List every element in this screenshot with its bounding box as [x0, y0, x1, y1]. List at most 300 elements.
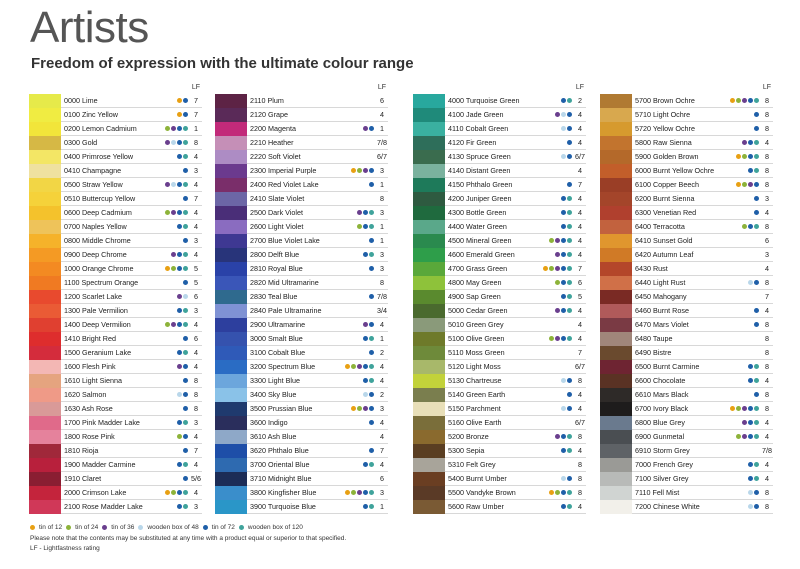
availability-dots	[369, 266, 374, 271]
lightfastness-rating: 3	[765, 250, 769, 259]
availability-dot-icon	[748, 224, 753, 229]
colour-name: 0800 Middle Chrome	[61, 234, 202, 248]
colour-row	[413, 360, 586, 374]
availability-dots	[165, 210, 188, 215]
availability-dot-icon	[177, 392, 182, 397]
lightfastness-rating: 3	[194, 418, 198, 427]
availability-dots	[177, 462, 188, 467]
lf-header: LF	[575, 84, 584, 91]
availability-dot-icon	[567, 210, 572, 215]
lightfastness-rating: 4	[765, 376, 769, 385]
availability-dot-icon	[357, 406, 362, 411]
availability-dot-icon	[177, 322, 182, 327]
availability-dot-icon	[165, 266, 170, 271]
availability-dot-icon	[363, 392, 368, 397]
availability-dot-icon	[165, 126, 170, 131]
colour-name: 4140 Distant Green	[445, 164, 586, 178]
availability-dot-icon	[567, 336, 572, 341]
colour-row	[29, 332, 202, 346]
colour-name: 4000 Turquoise Green	[445, 94, 586, 108]
availability-dots	[183, 336, 188, 341]
colour-swatch	[600, 122, 632, 136]
lightfastness-rating: 7	[380, 446, 384, 455]
availability-dots	[363, 252, 374, 257]
colour-swatch	[29, 304, 61, 318]
legend-label: tin of 24	[75, 524, 99, 531]
colour-name: 0300 Gold	[61, 136, 202, 150]
colour-name: 6450 Mahogany	[632, 290, 773, 304]
lightfastness-rating: 8	[765, 124, 769, 133]
availability-dot-icon	[369, 238, 374, 243]
lightfastness-rating: 8	[765, 166, 769, 175]
colour-name: 1400 Deep Vermilion	[61, 318, 202, 332]
colour-swatch	[600, 472, 632, 486]
colour-row	[600, 290, 773, 304]
lightfastness-rating: 6	[765, 236, 769, 245]
colour-swatch	[600, 402, 632, 416]
colour-name: 2410 Slate Violet	[247, 192, 388, 206]
lightfastness-rating: 3	[380, 488, 384, 497]
colour-name: 2300 Imperial Purple	[247, 164, 388, 178]
availability-dot-icon	[183, 252, 188, 257]
lightfastness-rating: 8	[578, 376, 582, 385]
colour-column-1	[29, 84, 202, 514]
colour-row	[215, 108, 388, 122]
lightfastness-rating: 8	[765, 390, 769, 399]
lightfastness-rating: 8	[765, 152, 769, 161]
availability-dot-icon	[171, 252, 176, 257]
colour-swatch	[413, 402, 445, 416]
availability-dot-icon	[363, 462, 368, 467]
colour-row	[215, 332, 388, 346]
colour-row	[413, 402, 586, 416]
availability-dot-icon	[567, 182, 572, 187]
availability-dots	[177, 98, 188, 103]
availability-dot-icon	[748, 154, 753, 159]
colour-row	[413, 416, 586, 430]
colour-swatch	[413, 248, 445, 262]
availability-dot-icon	[561, 196, 566, 201]
availability-dot-icon	[171, 140, 176, 145]
colour-row	[29, 290, 202, 304]
colour-name: 2210 Heather	[247, 136, 388, 150]
availability-dots	[561, 210, 572, 215]
colour-swatch	[29, 416, 61, 430]
availability-dots	[177, 504, 188, 509]
availability-dot-icon	[742, 406, 747, 411]
availability-dot-icon	[351, 364, 356, 369]
lightfastness-rating: 8	[380, 194, 384, 203]
availability-dot-icon	[369, 490, 374, 495]
lightfastness-rating: 8	[765, 362, 769, 371]
availability-dot-icon	[369, 210, 374, 215]
colour-row	[215, 122, 388, 136]
lightfastness-rating: 4	[578, 208, 582, 217]
colour-row	[215, 262, 388, 276]
colour-swatch	[600, 304, 632, 318]
colour-swatch	[600, 444, 632, 458]
legend-dot-tin-12	[30, 525, 35, 530]
availability-dot-icon	[555, 434, 560, 439]
availability-dot-icon	[165, 490, 170, 495]
colour-name: 1610 Light Sienna	[61, 374, 202, 388]
colour-swatch	[215, 388, 247, 402]
lightfastness-rating: 8	[765, 110, 769, 119]
availability-dot-icon	[369, 336, 374, 341]
availability-dot-icon	[754, 196, 759, 201]
lightfastness-rating: 7/8	[377, 292, 387, 301]
availability-dot-icon	[567, 126, 572, 131]
lightfastness-rating: 5/6	[191, 474, 201, 483]
availability-dots	[561, 154, 572, 159]
colour-swatch	[600, 388, 632, 402]
colour-swatch	[215, 402, 247, 416]
availability-dot-icon	[561, 224, 566, 229]
colour-swatch	[600, 206, 632, 220]
colour-name: 5500 Vandyke Brown	[445, 486, 586, 500]
availability-dot-icon	[165, 140, 170, 145]
colour-name: 3000 Smalt Blue	[247, 332, 388, 346]
lightfastness-rating: 4	[578, 334, 582, 343]
availability-dot-icon	[363, 252, 368, 257]
colour-swatch	[413, 136, 445, 150]
availability-dots	[736, 154, 759, 159]
lf-note: LF - Lightfastness rating	[30, 545, 100, 552]
availability-dot-icon	[555, 336, 560, 341]
colour-row	[215, 416, 388, 430]
availability-dot-icon	[567, 308, 572, 313]
colour-swatch	[29, 402, 61, 416]
colour-swatch	[600, 150, 632, 164]
availability-dots	[561, 378, 572, 383]
colour-swatch	[600, 108, 632, 122]
availability-dots	[363, 504, 374, 509]
lightfastness-rating: 8	[765, 488, 769, 497]
lightfastness-rating: 6/7	[575, 152, 585, 161]
lightfastness-rating: 7	[194, 194, 198, 203]
lightfastness-rating: 6	[194, 334, 198, 343]
availability-dot-icon	[567, 476, 572, 481]
availability-dot-icon	[561, 280, 566, 285]
colour-row	[600, 430, 773, 444]
availability-dots	[555, 434, 572, 439]
colour-name: 2100 Rose Madder Lake	[61, 500, 202, 514]
availability-dot-icon	[561, 238, 566, 243]
colour-row	[413, 290, 586, 304]
colour-name: 2830 Teal Blue	[247, 290, 388, 304]
colour-swatch	[215, 164, 247, 178]
lightfastness-rating: 1	[380, 334, 384, 343]
availability-dot-icon	[369, 224, 374, 229]
availability-dot-icon	[742, 182, 747, 187]
colour-name: 5200 Bronze	[445, 430, 586, 444]
colour-swatch	[29, 290, 61, 304]
availability-dot-icon	[754, 168, 759, 173]
colour-name: 4700 Grass Green	[445, 262, 586, 276]
colour-name: 1630 Ash Rose	[61, 402, 202, 416]
availability-dot-icon	[549, 238, 554, 243]
availability-dots	[748, 280, 759, 285]
colour-swatch	[600, 164, 632, 178]
lightfastness-rating: 3	[194, 166, 198, 175]
colour-name: 0600 Deep Cadmium	[61, 206, 202, 220]
colour-name: 3900 Turquoise Blue	[247, 500, 388, 514]
availability-dot-icon	[177, 420, 182, 425]
availability-dot-icon	[561, 490, 566, 495]
availability-dots	[754, 126, 759, 131]
colour-row	[29, 262, 202, 276]
availability-dot-icon	[183, 238, 188, 243]
colour-swatch	[600, 136, 632, 150]
availability-dot-icon	[369, 294, 374, 299]
colour-row	[600, 262, 773, 276]
colour-name: 4150 Phthalo Green	[445, 178, 586, 192]
colour-row	[413, 136, 586, 150]
colour-row	[215, 430, 388, 444]
colour-swatch	[413, 430, 445, 444]
availability-dot-icon	[748, 168, 753, 173]
availability-dot-icon	[363, 322, 368, 327]
availability-dots	[183, 168, 188, 173]
availability-dot-icon	[183, 140, 188, 145]
lightfastness-rating: 4	[194, 152, 198, 161]
colour-swatch	[215, 220, 247, 234]
availability-dot-icon	[561, 336, 566, 341]
colour-swatch	[215, 500, 247, 514]
colour-swatch	[413, 472, 445, 486]
colour-name: 1910 Claret	[61, 472, 202, 486]
availability-dots	[183, 406, 188, 411]
colour-row	[600, 402, 773, 416]
availability-dots	[742, 140, 759, 145]
lightfastness-rating: 4	[765, 474, 769, 483]
lightfastness-rating: 2	[578, 96, 582, 105]
legend-label: tin of 36	[111, 524, 135, 531]
colour-row	[600, 234, 773, 248]
colour-name: 6410 Sunset Gold	[632, 234, 773, 248]
availability-dot-icon	[369, 350, 374, 355]
availability-dot-icon	[754, 224, 759, 229]
colour-name: 3710 Midnight Blue	[247, 472, 388, 486]
colour-swatch	[600, 290, 632, 304]
colour-swatch	[29, 276, 61, 290]
lightfastness-rating: 1	[380, 180, 384, 189]
availability-dot-icon	[730, 98, 735, 103]
lightfastness-rating: 3	[194, 502, 198, 511]
availability-dot-icon	[754, 420, 759, 425]
lightfastness-rating: 8	[765, 96, 769, 105]
colour-row	[29, 472, 202, 486]
availability-dots	[177, 392, 188, 397]
lightfastness-rating: 8	[194, 390, 198, 399]
colour-swatch	[215, 234, 247, 248]
colour-row	[29, 108, 202, 122]
lightfastness-rating: 4	[380, 376, 384, 385]
colour-swatch	[215, 262, 247, 276]
colour-swatch	[413, 332, 445, 346]
colour-row	[29, 220, 202, 234]
lightfastness-rating: 8	[194, 404, 198, 413]
colour-name: 5600 Raw Umber	[445, 500, 586, 514]
colour-name: 6480 Taupe	[632, 332, 773, 346]
lightfastness-rating: 4	[765, 432, 769, 441]
availability-dot-icon	[363, 336, 368, 341]
availability-dots	[549, 336, 572, 341]
lightfastness-rating: 3	[765, 194, 769, 203]
colour-row	[215, 304, 388, 318]
availability-dot-icon	[567, 504, 572, 509]
availability-dots	[748, 364, 759, 369]
availability-dots	[561, 294, 572, 299]
availability-dot-icon	[736, 182, 741, 187]
lightfastness-rating: 4	[765, 208, 769, 217]
availability-dot-icon	[183, 490, 188, 495]
colour-swatch	[413, 262, 445, 276]
colour-name: 3100 Cobalt Blue	[247, 346, 388, 360]
colour-row	[413, 164, 586, 178]
colour-swatch	[413, 122, 445, 136]
colour-row	[29, 234, 202, 248]
colour-swatch	[413, 374, 445, 388]
colour-swatch	[600, 430, 632, 444]
availability-dots	[183, 476, 188, 481]
lightfastness-rating: 4	[578, 110, 582, 119]
colour-swatch	[413, 486, 445, 500]
lightfastness-rating: 6/7	[377, 152, 387, 161]
availability-dot-icon	[177, 154, 182, 159]
lightfastness-rating: 8	[194, 376, 198, 385]
colour-swatch	[215, 374, 247, 388]
colour-swatch	[600, 178, 632, 192]
colour-row	[215, 360, 388, 374]
availability-dot-icon	[555, 308, 560, 313]
lightfastness-rating: 4	[578, 222, 582, 231]
colour-name: 2110 Plum	[247, 94, 388, 108]
availability-dot-icon	[754, 490, 759, 495]
availability-dot-icon	[567, 406, 572, 411]
availability-dot-icon	[754, 476, 759, 481]
colour-row	[215, 458, 388, 472]
availability-dot-icon	[183, 504, 188, 509]
availability-dot-icon	[351, 490, 356, 495]
colour-row	[600, 276, 773, 290]
colour-name: 6610 Mars Black	[632, 388, 773, 402]
lightfastness-rating: 5	[578, 292, 582, 301]
lightfastness-rating: 4	[380, 418, 384, 427]
availability-dots	[357, 224, 374, 229]
availability-dot-icon	[561, 98, 566, 103]
lightfastness-rating: 7/8	[762, 446, 772, 455]
colour-row	[600, 178, 773, 192]
colour-row	[215, 290, 388, 304]
colour-row	[600, 388, 773, 402]
availability-dots	[177, 308, 188, 313]
lightfastness-rating: 4	[578, 320, 582, 329]
colour-column-3	[413, 84, 586, 514]
availability-dots	[369, 350, 374, 355]
colour-swatch	[413, 164, 445, 178]
availability-dot-icon	[736, 434, 741, 439]
lightfastness-rating: 4	[578, 194, 582, 203]
colour-swatch	[29, 234, 61, 248]
availability-dot-icon	[561, 126, 566, 131]
colour-row	[600, 108, 773, 122]
availability-dots	[165, 182, 188, 187]
availability-dot-icon	[754, 210, 759, 215]
availability-dot-icon	[567, 196, 572, 201]
availability-dot-icon	[567, 252, 572, 257]
colour-swatch	[215, 304, 247, 318]
availability-dot-icon	[363, 406, 368, 411]
colour-name: 6470 Mars Violet	[632, 318, 773, 332]
colour-row	[29, 150, 202, 164]
availability-dots	[754, 196, 759, 201]
colour-row	[600, 332, 773, 346]
colour-row	[29, 360, 202, 374]
availability-dot-icon	[561, 378, 566, 383]
lightfastness-rating: 4	[578, 236, 582, 245]
availability-dot-icon	[754, 98, 759, 103]
lightfastness-rating: 6/7	[575, 362, 585, 371]
availability-dot-icon	[754, 280, 759, 285]
colour-swatch	[29, 388, 61, 402]
colour-swatch	[413, 94, 445, 108]
lightfastness-rating: 4	[194, 250, 198, 259]
lightfastness-rating: 6	[578, 278, 582, 287]
colour-swatch	[215, 290, 247, 304]
lightfastness-rating: 4	[380, 362, 384, 371]
availability-dot-icon	[177, 504, 182, 509]
availability-dot-icon	[171, 266, 176, 271]
colour-swatch	[413, 360, 445, 374]
colour-name: 1300 Pale Vermilion	[61, 304, 202, 318]
colour-swatch	[600, 220, 632, 234]
colour-row	[215, 486, 388, 500]
colour-row	[413, 234, 586, 248]
lightfastness-rating: 1	[380, 124, 384, 133]
lightfastness-rating: 4	[194, 208, 198, 217]
colour-name: 6420 Autumn Leaf	[632, 248, 773, 262]
availability-dot-icon	[555, 252, 560, 257]
lightfastness-rating: 2	[380, 348, 384, 357]
availability-dots	[177, 294, 188, 299]
colour-name: 1620 Salmon	[61, 388, 202, 402]
availability-dot-icon	[171, 126, 176, 131]
colour-swatch	[413, 416, 445, 430]
availability-dot-icon	[369, 392, 374, 397]
colour-swatch	[29, 108, 61, 122]
colour-swatch	[600, 234, 632, 248]
colour-name: 4900 Sap Green	[445, 290, 586, 304]
lightfastness-rating: 4	[380, 320, 384, 329]
colour-row	[600, 94, 773, 108]
availability-dots	[369, 182, 374, 187]
availability-dot-icon	[742, 154, 747, 159]
availability-dots	[177, 420, 188, 425]
availability-dots	[730, 406, 759, 411]
colour-name: 2500 Dark Violet	[247, 206, 388, 220]
availability-dot-icon	[742, 224, 747, 229]
colour-name: 5110 Moss Green	[445, 346, 586, 360]
lightfastness-rating: 2	[380, 390, 384, 399]
availability-dots	[555, 112, 572, 117]
availability-dot-icon	[177, 266, 182, 271]
availability-dot-icon	[549, 490, 554, 495]
availability-dot-icon	[369, 252, 374, 257]
colour-name: 0200 Lemon Cadmium	[61, 122, 202, 136]
colour-row	[29, 374, 202, 388]
lightfastness-rating: 4	[380, 110, 384, 119]
